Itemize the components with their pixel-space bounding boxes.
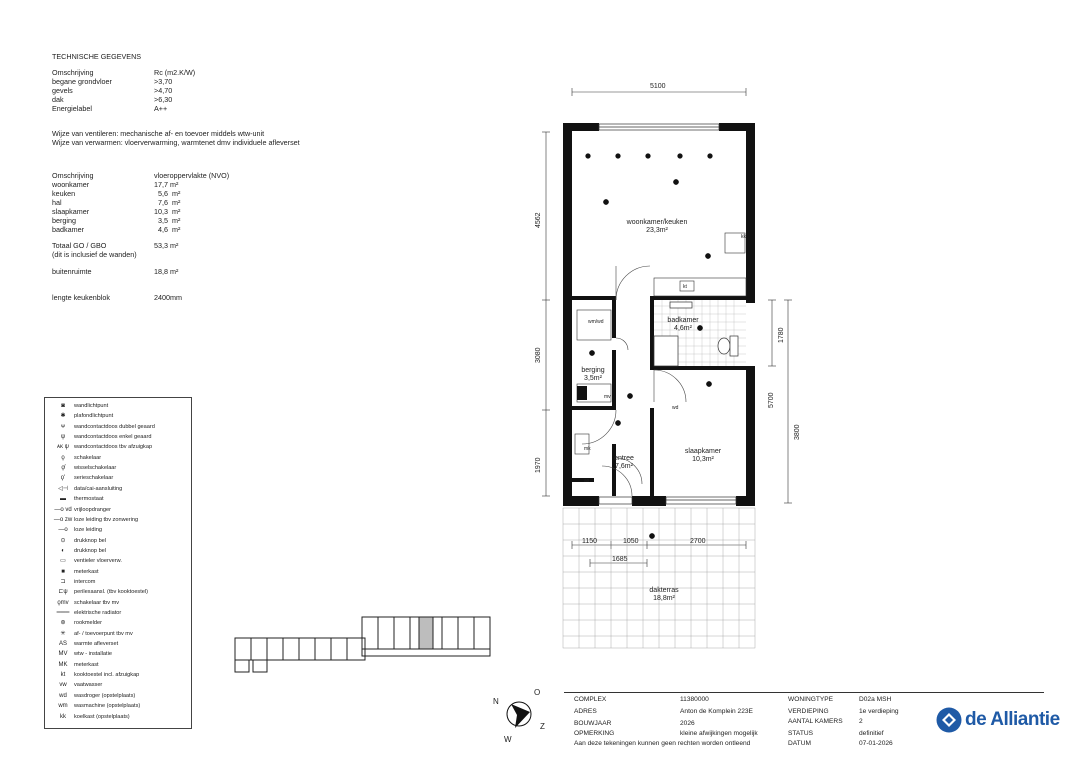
total-label: Totaal GO / GBO [52, 241, 107, 250]
legend-symbol-icon: —o zw [53, 516, 73, 523]
legend-label: schakelaar [74, 454, 102, 461]
area-label-2: keuken [52, 189, 76, 198]
legend-label: wisselschakelaar [74, 465, 117, 472]
legend-label: af- / toevoerpunt tbv mv [74, 630, 133, 637]
legend-item [45, 546, 191, 556]
legend-label: vrijloopdranger [74, 506, 112, 513]
area-label-4: slaapkamer [52, 207, 90, 216]
rc-value-0: Rc (m2.K/W) [154, 68, 196, 77]
legend-symbol-icon: ✳ [60, 630, 66, 637]
legend-symbol-icon: ᴀᴋ ψ [57, 444, 69, 451]
rc-value-1: >3,70 [154, 77, 173, 86]
legend-symbol-icon: ᴪ [60, 423, 66, 430]
legend-symbol-icon: ϙmv [57, 599, 69, 606]
dim-left-mid: 3080 [535, 347, 542, 363]
room-terrace-area: 18,8m² [653, 595, 675, 602]
legend-label: drukknop bel [74, 547, 107, 554]
legend-item [45, 432, 191, 442]
legend-item [45, 411, 191, 421]
tb-status-value: definitief [859, 730, 884, 737]
outdoor-label: buitenruimte [52, 267, 92, 276]
legend-symbol-icon: ⊛ [60, 620, 66, 627]
spec-title: TECHNISCHE GEGEVENS [52, 52, 142, 61]
legend-item [45, 618, 191, 628]
legend-symbol-icon: MK [58, 661, 68, 668]
legend-label: wandcontactdoos dubbel geaard [74, 423, 155, 430]
dim-bottom-b: 1050 [623, 538, 639, 545]
legend-symbol-icon: kt [60, 672, 66, 679]
room-hall-area: 7,6m² [615, 463, 633, 470]
label-mk: mk [584, 446, 591, 452]
rc-label-4: Energielabel [52, 104, 92, 113]
compass-n: N [493, 697, 499, 706]
legend-item [45, 649, 191, 659]
legend-label: schakelaar tbv mv [74, 599, 120, 606]
area-label-1: woonkamer [52, 180, 90, 189]
area-value-2: 5,6 m² [154, 189, 181, 198]
legend-item [45, 660, 191, 670]
tb-verdieping-label: VERDIEPING [788, 708, 829, 715]
legend-item [45, 484, 191, 494]
legend-label: wasdroger (opstelplaats) [74, 692, 136, 699]
kitchen-length-label: lengte keukenblok [52, 293, 110, 302]
legend-symbol-icon: kk [60, 713, 66, 720]
label-kt: kt [683, 284, 687, 290]
legend-label: koelkast (opstelplaats) [74, 713, 130, 720]
legend-symbol-icon: ⊏ψ [58, 589, 68, 596]
legend-label: drukknop bel [74, 537, 107, 544]
legend-symbol-icon: ▬ [60, 496, 66, 503]
legend-item [45, 577, 191, 587]
rc-label-0: Omschrijving [52, 68, 94, 77]
legend-label: wasmachine (opstelplaats) [74, 703, 141, 710]
legend-label: rookmelder [74, 620, 102, 627]
dim-bottom-d: 1685 [612, 556, 628, 563]
heating-text: Wijze van verwarmen: vloerverwarming, warmtenet dmv individuele afleverset [52, 138, 300, 147]
legend-label: elektrische radiator [74, 610, 122, 616]
tb-opmerking-value: kleine afwijkingen mogelijk [680, 730, 758, 737]
label-as: as [584, 478, 590, 484]
legend-label: meterkast [74, 661, 99, 668]
room-living-area: 23,3m² [646, 227, 668, 234]
room-bath-area: 4,6m² [674, 325, 692, 332]
legend-label: wtw - installatie [74, 651, 112, 658]
highlighted-unit [419, 617, 433, 649]
legend-item [45, 639, 191, 649]
total-note: (dit is inclusief de wanden) [52, 250, 137, 259]
tb-datum-label: DATUM [788, 740, 811, 747]
tb-woningtype-value: D02a MSH [859, 696, 892, 703]
tb-woningtype-label: WONINGTYPE [788, 696, 834, 703]
key-plan [232, 612, 494, 676]
brand-name: de Alliantie [965, 709, 1060, 730]
compass-z: Z [540, 722, 545, 731]
dim-left-bottom: 1970 [535, 457, 542, 473]
legend-label: serieschakelaar [74, 475, 114, 482]
legend-label: perilexaansl. (tbv kooktoestel) [74, 589, 148, 596]
legend-item [45, 525, 191, 535]
legend-symbol-icon: ◁⊣ [58, 485, 68, 492]
legend-symbol-icon: ■ [61, 568, 65, 575]
legend-symbol-icon: ϙ [61, 454, 65, 461]
room-storage-name: berging [581, 367, 605, 374]
tb-kamers-label: AANTAL KAMERS [788, 718, 843, 725]
legend-symbol-icon: ψ [60, 434, 66, 441]
legend-label: meterkast [74, 568, 99, 575]
rc-label-3: dak [52, 95, 64, 104]
legend-item [45, 691, 191, 701]
legend-item [45, 453, 191, 463]
tb-bouwjaar-value: 2026 [680, 720, 695, 727]
area-value-1: 17,7 m² [154, 180, 179, 189]
tb-adres-value: Anton de Komplein 223E [680, 708, 753, 715]
rc-label-1: begane grondvloer [52, 77, 112, 86]
legend-label: plafondlichtpunt [74, 413, 114, 420]
outdoor-value: 18,8 m² [154, 267, 179, 276]
legend-item [45, 401, 191, 411]
room-terrace-name: dakterras [649, 587, 679, 594]
room-bedroom-name: slaapkamer [684, 448, 722, 455]
tb-complex-label: COMPLEX [574, 696, 607, 703]
rc-value-3: >6,30 [154, 95, 173, 104]
area-label-5: berging [52, 216, 76, 225]
legend-item [45, 515, 191, 525]
legend-label: vaatwasser [74, 682, 103, 689]
legend-item [45, 712, 191, 722]
legend-item [45, 473, 191, 483]
legend-symbol-icon: ◙ [61, 403, 65, 409]
dim-left-top: 4562 [535, 212, 542, 228]
legend-label: wandcontactdoos enkel geaard [74, 434, 152, 441]
rc-value-4: A++ [154, 104, 168, 113]
area-value-5: 3,5 m² [154, 216, 181, 225]
legend-label: intercom [74, 578, 96, 585]
legend-symbol-icon: —o vd [54, 506, 72, 513]
legend-symbol-icon: —o [58, 527, 68, 534]
room-bedroom-area: 10,3m² [692, 456, 714, 463]
compass-w: W [504, 735, 512, 744]
compass [490, 684, 550, 746]
legend-item [45, 608, 191, 618]
area-value-4: 10,3 m² [154, 207, 181, 216]
legend-item [45, 536, 191, 546]
legend-item [45, 567, 191, 577]
room-storage-area: 3,5m² [584, 375, 602, 382]
legend-item [45, 680, 191, 690]
area-label-6: badkamer [52, 225, 84, 234]
legend-symbol-icon: ◐ [61, 547, 65, 554]
legend-label: wandlichtpunt [74, 403, 109, 409]
legend-label: kooktoestel incl. afzuigkap [74, 672, 140, 679]
dim-right-bottom: 3800 [794, 424, 801, 440]
area-value-0: vloeroppervlakte (NVO) [154, 171, 230, 180]
legend-item [45, 494, 191, 504]
label-mv: mv [604, 394, 611, 400]
legend-label: loze leiding tbv zonwering [74, 516, 139, 523]
rc-label-2: gevels [52, 86, 73, 95]
legend-symbol-icon: ϙ̸ [61, 465, 65, 472]
area-value-6: 4,6 m² [154, 225, 181, 234]
floor-plan [520, 78, 820, 658]
area-label-0: Omschrijving [52, 171, 94, 180]
legend-symbol-icon: ▭ [60, 558, 66, 565]
room-bath-name: badkamer [667, 317, 699, 324]
legend-label: warmte afleverset [74, 641, 119, 648]
tb-datum-value: 07-01-2026 [859, 740, 893, 747]
tb-disclaimer: Aan deze tekeningen kunnen geen rechten worden ontleend [574, 740, 751, 747]
legend-symbol-icon: ϙ' [60, 475, 66, 482]
legend-item [45, 422, 191, 432]
legend-symbol-icon: wm [58, 703, 68, 710]
rc-value-2: >4,70 [154, 86, 173, 95]
tb-verdieping-value: 1e verdieping [859, 708, 899, 715]
ventilation-text: Wijze van ventileren: mechanische af- en toevoer middels wtw-unit [52, 129, 265, 138]
legend-label: data/cai-aansluiting [74, 485, 123, 492]
label-wm-wd: wm/wd [588, 319, 604, 325]
area-value-3: 7,6 m² [154, 198, 181, 207]
compass-o: O [534, 688, 541, 697]
legend-symbol-icon: ⊙ [60, 537, 66, 544]
legend-item [45, 598, 191, 608]
legend-item [45, 629, 191, 639]
tb-adres-label: ADRES [574, 708, 597, 715]
brand-logo [936, 706, 1060, 736]
tb-kamers-value: 2 [859, 718, 863, 725]
label-kk: kk [741, 234, 746, 240]
legend-symbol-icon: MV [58, 651, 68, 658]
legend-symbol-icon: vw [59, 682, 67, 689]
label-wd: wd [672, 405, 679, 411]
dim-bottom-a: 1150 [582, 538, 598, 545]
legend-item [45, 701, 191, 711]
legend-symbol-icon: ⊐ [60, 578, 66, 585]
area-label-3: hal [52, 198, 62, 207]
kitchen-length-value: 2400mm [154, 293, 182, 302]
tb-status-label: STATUS [788, 730, 814, 737]
legend-symbol-icon: ✱ [60, 413, 66, 420]
legend-item [45, 556, 191, 566]
room-hall-name: entree [614, 455, 634, 462]
tb-bouwjaar-label: BOUWJAAR [574, 720, 612, 727]
legend-label: loze leiding [74, 527, 102, 534]
meter-box [577, 386, 587, 400]
legend-item [45, 442, 191, 452]
legend-label: thermostaat [74, 496, 104, 503]
legend-item [45, 670, 191, 680]
dim-bottom-c: 2700 [690, 538, 706, 545]
total-value: 53,3 m² [154, 241, 179, 250]
dim-width: 5100 [650, 83, 666, 90]
dim-right-top: 1780 [778, 327, 785, 343]
room-living-name: woonkamer/keuken [626, 219, 688, 226]
dim-right-total: 5700 [768, 392, 775, 408]
legend-symbol-icon: ═══ [56, 610, 70, 616]
legend-label: wandcontactdoos tbv afzuigkap [74, 444, 153, 451]
tb-opmerking-label: OPMERKING [574, 730, 615, 737]
legend-panel [44, 397, 192, 729]
titleblock-rule [564, 692, 1044, 693]
legend-symbol-icon: wd [59, 692, 67, 699]
legend-item [45, 463, 191, 473]
legend-label: ventieler vloerverw. [74, 558, 122, 565]
legend-item [45, 505, 191, 515]
tb-complex-value: 11380000 [680, 696, 709, 703]
legend-symbol-icon: AS [58, 641, 67, 648]
brand-mark-icon [936, 707, 962, 733]
legend-item [45, 587, 191, 597]
